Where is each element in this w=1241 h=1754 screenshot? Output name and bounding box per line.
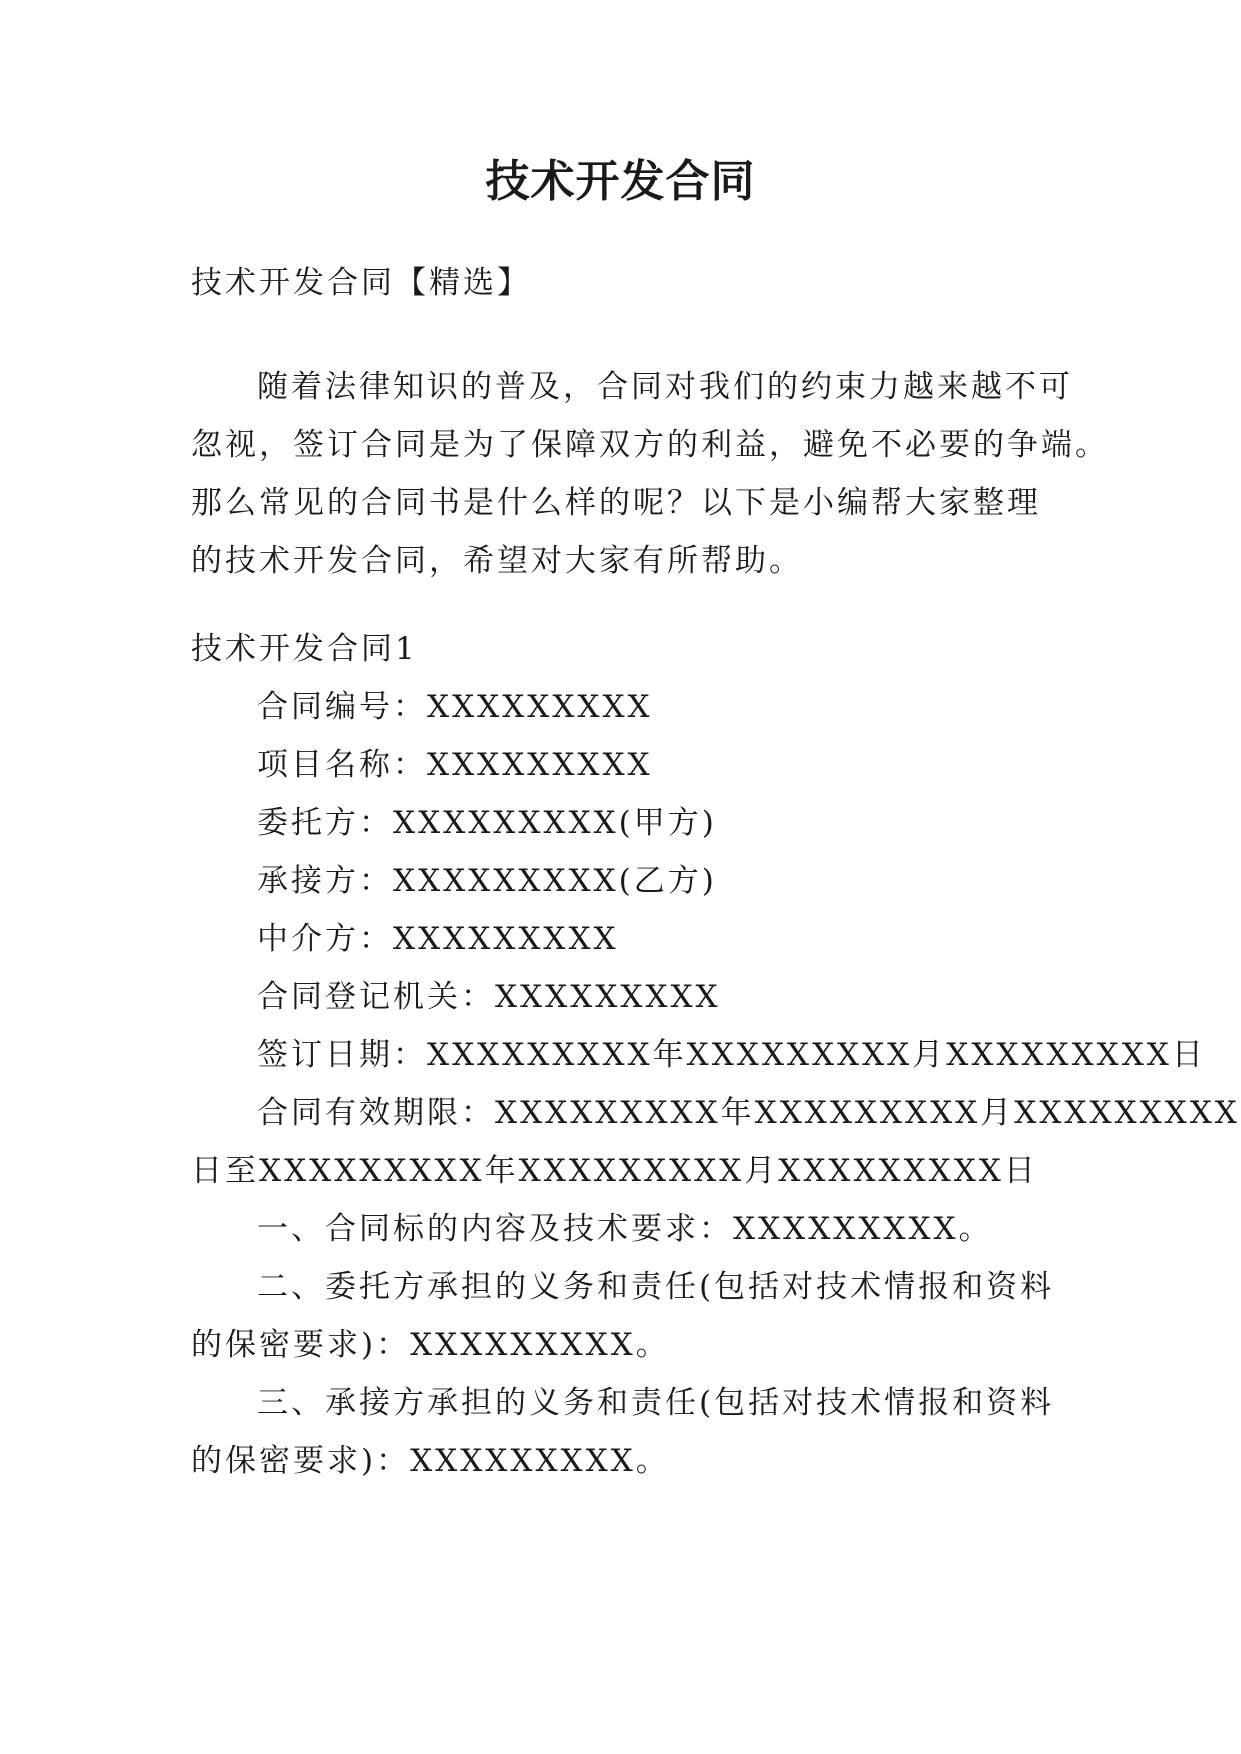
intro-line: 那么常见的合同书是什么样的呢？以下是小编帮大家整理 <box>191 485 1041 521</box>
document-subtitle: 技术开发合同【精选】 <box>191 265 531 301</box>
clause-one-line: 一、合同标的内容及技术要求：XXXXXXXXX。 <box>257 1211 993 1247</box>
clause-three-line-cont: 的保密要求)：XXXXXXXXX。 <box>191 1443 670 1479</box>
document-title: 技术开发合同 <box>485 156 756 207</box>
document-subtitle-block <box>191 254 1051 312</box>
signing-date-line: 签订日期：XXXXXXXXX年XXXXXXXXX月XXXXXXXXX日 <box>257 1037 1206 1073</box>
intro-line: 忽视，签订合同是为了保障双方的利益，避免不必要的争端。 <box>191 427 1109 463</box>
validity-period-line: 合同有效期限：XXXXXXXXX年XXXXXXXXX月XXXXXXXXX <box>257 1095 1240 1131</box>
project-name-line: 项目名称：XXXXXXXXX <box>257 747 653 783</box>
clause-two-line-cont: 的保密要求)：XXXXXXXXX。 <box>191 1327 670 1363</box>
section-heading: 技术开发合同1 <box>191 631 418 667</box>
contract-number-line: 合同编号：XXXXXXXXX <box>257 689 653 725</box>
registration-authority-line: 合同登记机关：XXXXXXXXX <box>257 979 721 1015</box>
intro-line: 的技术开发合同，希望对大家有所帮助。 <box>191 543 803 579</box>
intermediary-line: 中介方：XXXXXXXXX <box>257 921 619 957</box>
contract-section <box>191 620 1240 1490</box>
intro-line: 随着法律知识的普及，合同对我们的约束力越来越不可 <box>257 369 1073 405</box>
client-party-line: 委托方：XXXXXXXXX(甲方) <box>257 805 717 841</box>
validity-period-line-cont: 日至XXXXXXXXX年XXXXXXXXX月XXXXXXXXX日 <box>191 1153 1038 1189</box>
intro-paragraph <box>191 358 1109 590</box>
clause-three-line: 三、承接方承担的义务和责任(包括对技术情报和资料 <box>257 1385 1055 1421</box>
clause-two-line: 二、委托方承担的义务和责任(包括对技术情报和资料 <box>257 1269 1055 1305</box>
contractor-party-line: 承接方：XXXXXXXXX(乙方) <box>257 863 717 899</box>
